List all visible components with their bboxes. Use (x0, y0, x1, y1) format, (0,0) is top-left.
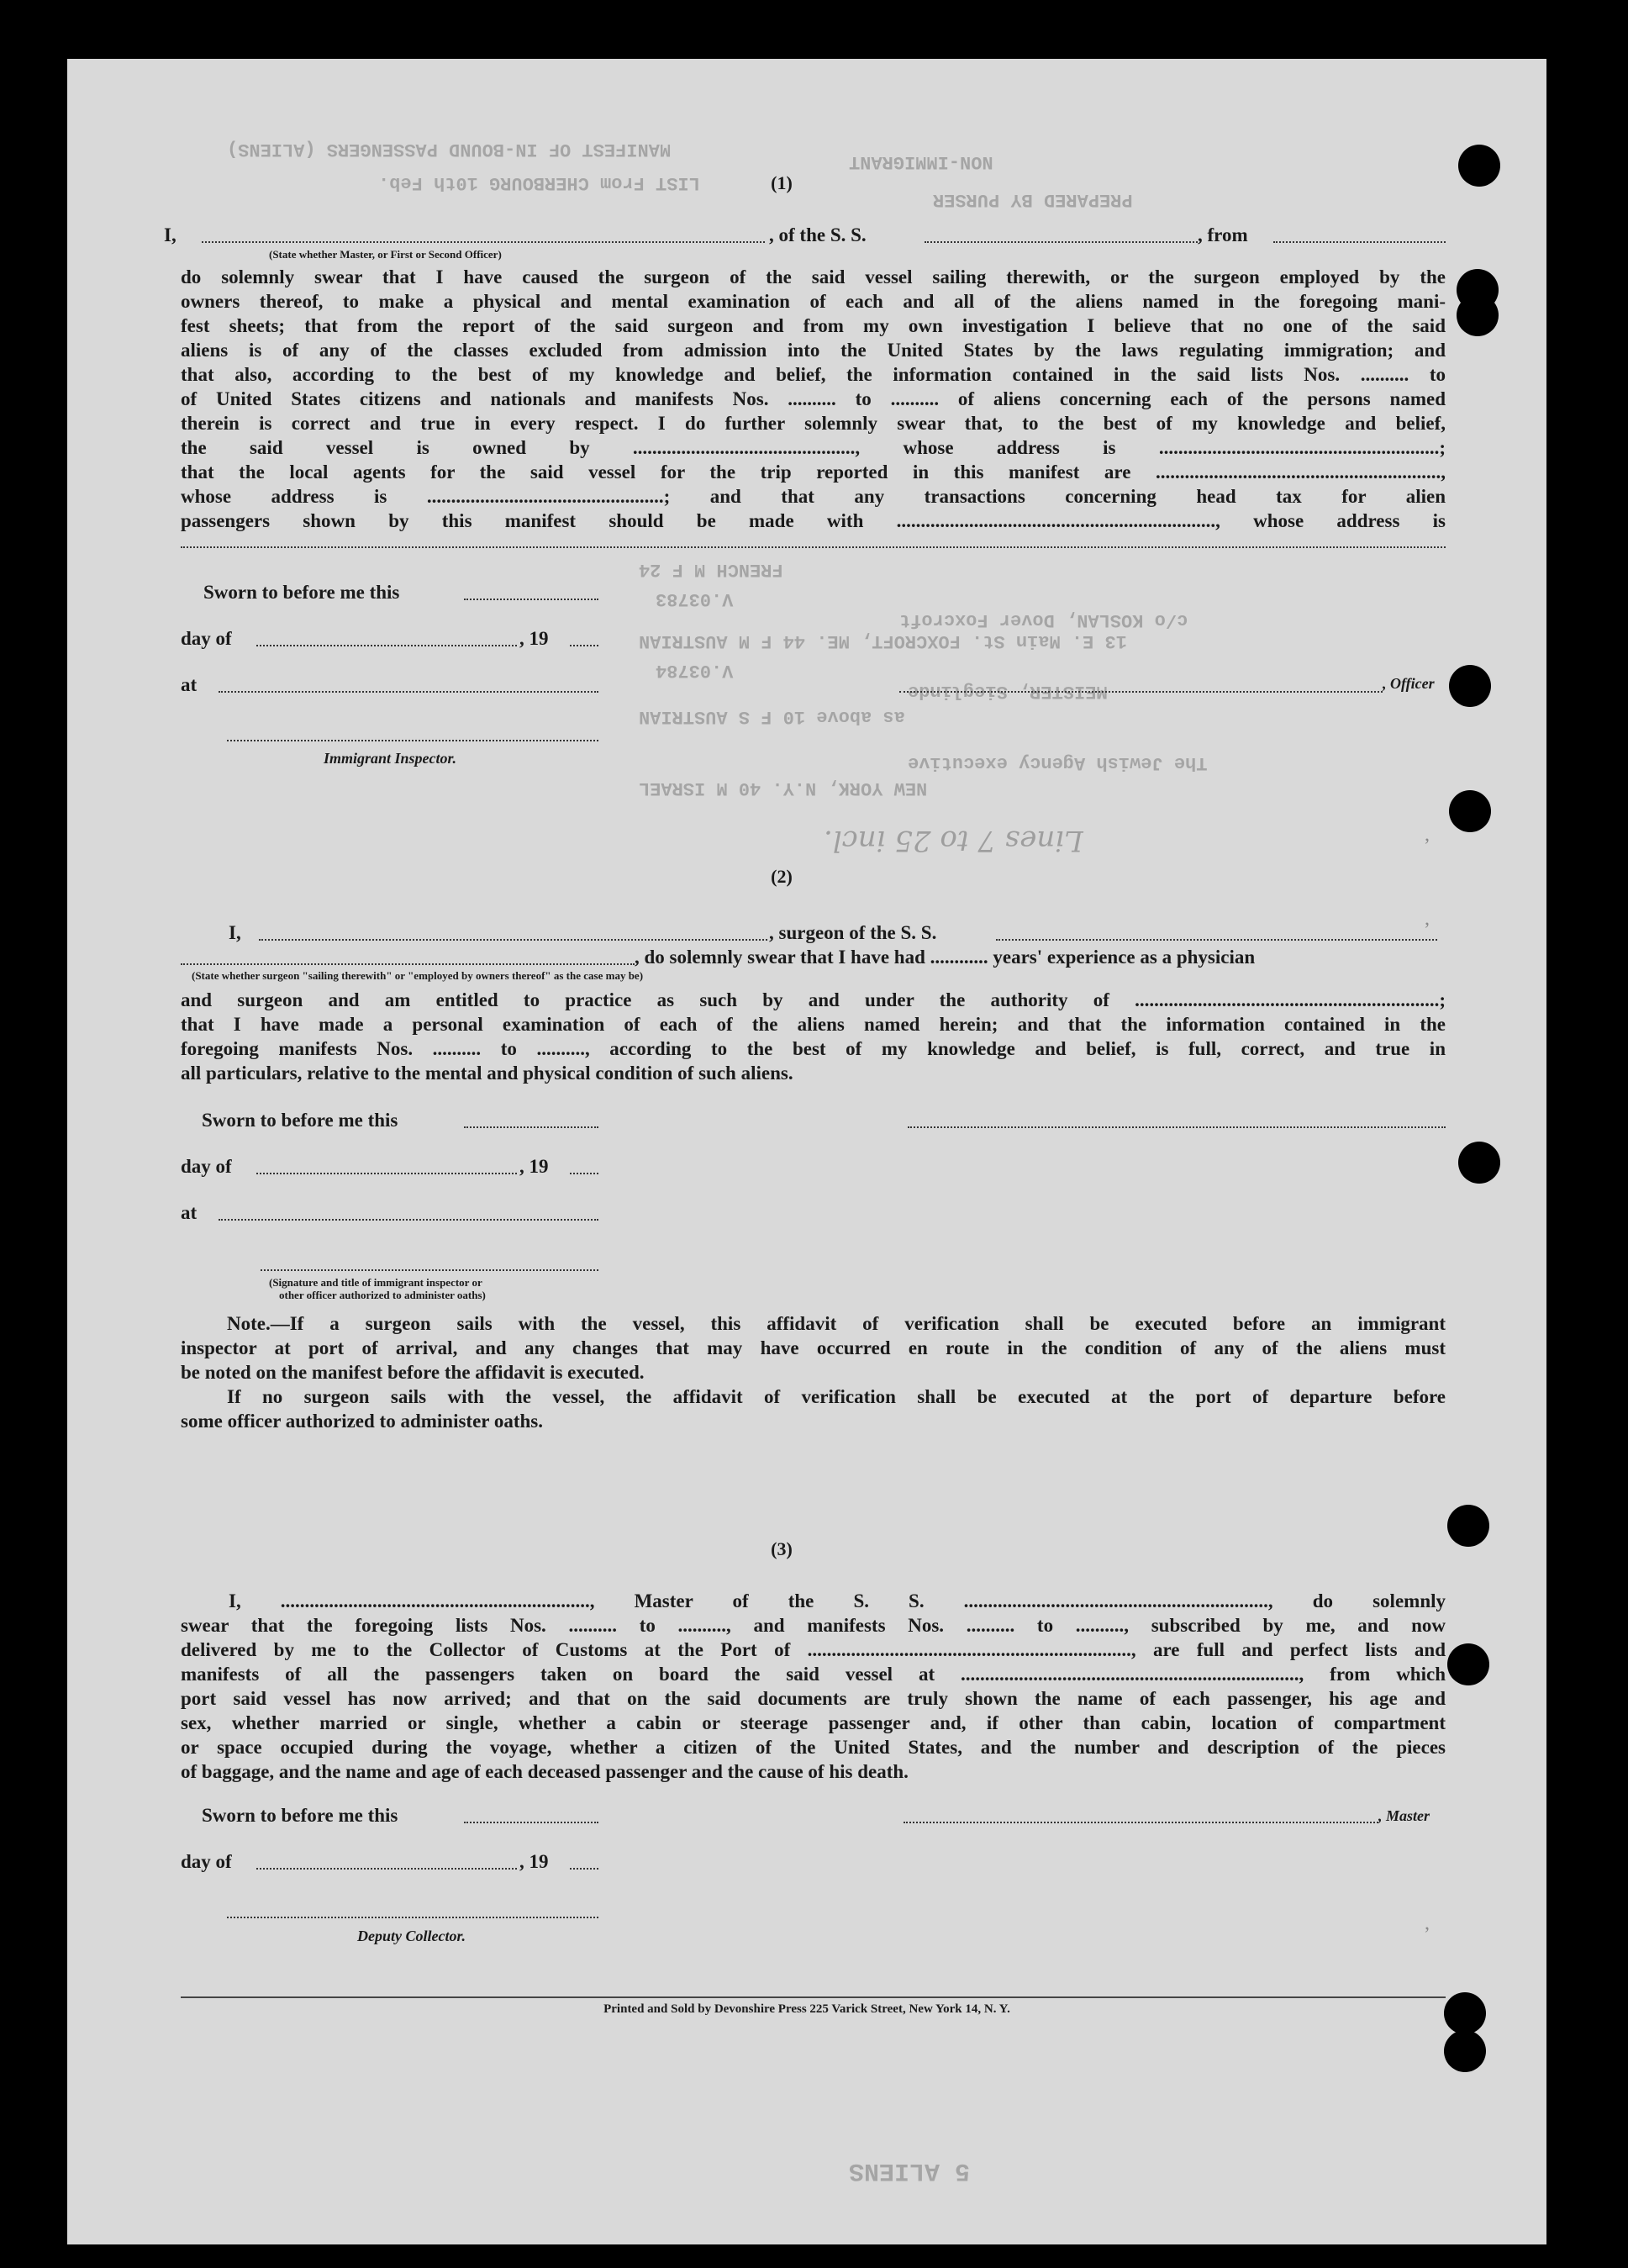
margin-mark: , (1425, 824, 1430, 846)
section-3-master-field[interactable] (904, 1822, 1378, 1823)
section-1-line: do solemnly swear that I have caused the surgeon of the said vessel sailing therewith, or the surgeon employed by the (181, 266, 1446, 287)
section-2-line: that I have made a personal examination of each of the aliens named herein; and that the information contained in the (181, 1014, 1446, 1035)
section-3-line: manifests of all the passengers taken on board the said vessel at ......................................................................, from which (181, 1664, 1446, 1685)
section-1-line: aliens is of any of the classes excluded from admission into the United States by the laws regulating immigration; and (181, 340, 1446, 361)
margin-mark: , (1425, 1912, 1430, 1934)
section-1-caption: (State whether Master, or First or Second Officer) (269, 248, 502, 261)
section-2-number: (2) (771, 866, 793, 887)
section-2-line: and surgeon and am entitled to practice as such by and under the authority of ...............................................................; (181, 989, 1446, 1010)
section-2-vessel-field[interactable] (996, 939, 1437, 941)
section-2-surgeon-of-ss: , surgeon of the S. S. (769, 922, 937, 943)
bleed-row-9: NEW YORK, N.Y. 40 M ISRAEL (639, 778, 928, 799)
section-2-note: If no surgeon sails with the vessel, the affidavit of verification shall be executed at the port of departure before (227, 1386, 1446, 1407)
section-1-line: therein is correct and true in every respect. I do further solemnly swear that, to the best of my knowledge and belief, (181, 413, 1446, 434)
margin-mark: , (1425, 908, 1430, 930)
section-3-line: delivered by me to the Collector of Customs at the Port of ..................................................................., are full and perfect lists and (181, 1639, 1446, 1660)
section-2-note: inspector at port of arrival, and any changes that may have occurred en route in the condition of any of the aliens must (181, 1337, 1446, 1358)
section-2-day-of: day of (181, 1156, 232, 1177)
section-2-note: be noted on the manifest before the affidavit is executed. (181, 1362, 645, 1383)
bleed-row-6: MEISTER, Sieglinde (908, 681, 1108, 702)
bleed-non-immigrant: NON-IMMIGRANT (849, 151, 993, 172)
punch-hole (1458, 1142, 1500, 1184)
section-1-year: , 19 (519, 628, 549, 649)
section-3-deputy-field[interactable] (227, 1917, 598, 1918)
section-3-deputy-label: Deputy Collector. (357, 1928, 466, 1944)
printer-footer: Printed and Sold by Devonshire Press 225 Varick Street, New York 14, N. Y. (603, 2002, 1010, 2016)
section-1-inspector-label: Immigrant Inspector. (324, 750, 457, 767)
section-2-at: at (181, 1202, 198, 1223)
section-3-number: (3) (771, 1538, 793, 1559)
manifest-page (67, 59, 1546, 2244)
section-3-day-field[interactable] (256, 1868, 517, 1870)
section-2-line-2: , do solemnly swear that I have had ............ years' experience as a physician (635, 947, 1256, 968)
section-3-sworn: Sworn to before me this (202, 1805, 398, 1826)
section-1-from: , from (1198, 224, 1248, 245)
section-2-surgeon-field[interactable] (259, 939, 767, 941)
section-3-master-label: , Master (1378, 1807, 1430, 1824)
section-2-sig-caption-2: other officer authorized to administer oaths) (279, 1289, 486, 1301)
section-1-sworn: Sworn to before me this (203, 582, 400, 603)
section-2-sworn: Sworn to before me this (202, 1110, 398, 1131)
section-2-at-field[interactable] (219, 1219, 598, 1221)
section-2-year: , 19 (519, 1156, 549, 1177)
section-2-sworn-field[interactable] (464, 1126, 598, 1128)
section-3-year-field[interactable] (570, 1868, 598, 1870)
section-1-at-field[interactable] (219, 691, 598, 693)
bleed-row-8: The Jewish Agency executive (908, 752, 1208, 773)
punch-hole (1447, 1505, 1489, 1547)
section-3-year: , 19 (519, 1851, 549, 1872)
punch-hole (1457, 294, 1499, 336)
bleed-row-3: c/o KOSLAN, Dover Foxcroft (899, 609, 1188, 630)
section-1-day-of: day of (181, 628, 232, 649)
section-1-i: I, (164, 224, 176, 245)
section-1-sworn-field[interactable] (464, 599, 598, 600)
section-2-sig-caption-1: (Signature and title of immigrant inspector or (269, 1276, 482, 1289)
section-1-line: fest sheets; that from the report of the said surgeon and from my own investigation I believe that no one of the said (181, 315, 1446, 336)
bleed-header-1: MANIFEST OF IN-BOUND PASSENGERS (ALIENS) (227, 139, 672, 160)
section-3-line: swear that the foregoing lists Nos. .......... to .........., and manifests Nos. .......... to .........., subscribed by me, and now (181, 1615, 1446, 1636)
bleed-row-5: V.03784 (656, 660, 734, 681)
section-2-note: some officer authorized to administer oaths. (181, 1411, 543, 1432)
section-1-line: the said vessel is owned by .............................................., whose address is ..........................................................; (181, 437, 1446, 458)
section-2-note: Note.—If a surgeon sails with the vessel, this affidavit of verification shall be executed before an immigrant (227, 1313, 1446, 1334)
section-1-year-field[interactable] (570, 645, 598, 646)
section-1-officer-sig-field[interactable] (899, 691, 1383, 693)
section-2-i: I, (229, 922, 241, 943)
bleed-row-7: as above 10 F S AUSTRIAN (639, 706, 905, 727)
section-1-officer-label: , Officer (1383, 675, 1435, 692)
section-1-inspector-field[interactable] (227, 740, 598, 741)
punch-hole (1449, 790, 1491, 832)
section-2-year-field[interactable] (570, 1173, 598, 1174)
section-1-address-field[interactable] (181, 546, 1446, 548)
bleed-row-2: V.03783 (656, 588, 734, 609)
section-2-caption: (State whether surgeon "sailing therewith" or "employed by owners thereof" as the case may be) (192, 969, 644, 982)
section-2-line: foregoing manifests Nos. .......... to .........., according to the best of my knowledge and belief, is full, correct, and true in (181, 1038, 1446, 1059)
section-3-line: I, ................................................................, Master of the S. S. ..............................................................., do solemnly (229, 1590, 1446, 1611)
bleed-purser: PREPARED BY PURSER (933, 189, 1133, 210)
section-1-from-field[interactable] (1273, 241, 1446, 243)
section-1-officer-field[interactable] (202, 241, 765, 243)
section-3-line: or space occupied during the voyage, whether a citizen of the United States, and the number and description of the pieces (181, 1737, 1446, 1758)
punch-hole (1447, 1643, 1489, 1685)
section-1-line: of United States citizens and nationals and manifests Nos. .......... to .......... of aliens concerning each of the persons named (181, 388, 1446, 409)
section-1-line: that also, according to the best of my knowledge and belief, the information contained in the said lists Nos. .......... to (181, 364, 1446, 385)
bleed-header-2: LIST From CHERBOURG 10th Feb. (378, 172, 700, 193)
bleed-handwriting: Lines 7 to 25 incl. (824, 824, 1083, 857)
section-3-line: of baggage, and the name and age of each deceased passenger and the cause of his death. (181, 1761, 909, 1782)
section-3-day-of: day of (181, 1851, 232, 1872)
punch-hole (1444, 2030, 1486, 2072)
section-2-type-field[interactable] (181, 963, 635, 965)
section-3-sworn-field[interactable] (464, 1822, 598, 1823)
bleed-bottom: 5 ALIENS (849, 2156, 971, 2185)
section-1-vessel-field[interactable] (925, 241, 1198, 243)
section-1-line: that the local agents for the said vessel for the trip reported in this manifest are ..........................................................., (181, 462, 1446, 483)
section-1-line: passengers shown by this manifest should be made with .................................................................., whose address is (181, 510, 1446, 531)
section-2-day-field[interactable] (256, 1173, 517, 1174)
section-3-line: sex, whether married or single, whether a cabin or steerage passenger and, if other than cabin, location of compartment (181, 1712, 1446, 1733)
section-1-line: owners thereof, to make a physical and mental examination of each and all of the aliens named in the foregoing mani- (181, 291, 1446, 312)
section-3-line: port said vessel has now arrived; and that on the said documents are truly shown the name of each passenger, his age and (181, 1688, 1446, 1709)
section-2-inspector-sig-field[interactable] (261, 1269, 598, 1271)
punch-hole (1444, 1992, 1486, 2034)
section-2-line: all particulars, relative to the mental and physical condition of such aliens. (181, 1063, 793, 1084)
section-1-of-ss: , of the S. S. (769, 224, 867, 245)
punch-hole (1449, 665, 1491, 707)
section-1-line: whose address is .................................................; and that any transactions concerning head tax for alien (181, 486, 1446, 507)
footer-rule (181, 1996, 1446, 1998)
bleed-row-1: FRENCH M F 24 (639, 559, 783, 580)
section-1-day-field[interactable] (256, 645, 517, 646)
section-2-signature-field[interactable] (908, 1126, 1446, 1128)
bleed-row-4: 13 E. Main St. FOXCROFT, ME. 44 F M AUSTRIAN (639, 630, 1127, 651)
section-1-number: (1) (771, 172, 793, 193)
punch-hole (1458, 145, 1500, 187)
section-1-at: at (181, 674, 198, 695)
